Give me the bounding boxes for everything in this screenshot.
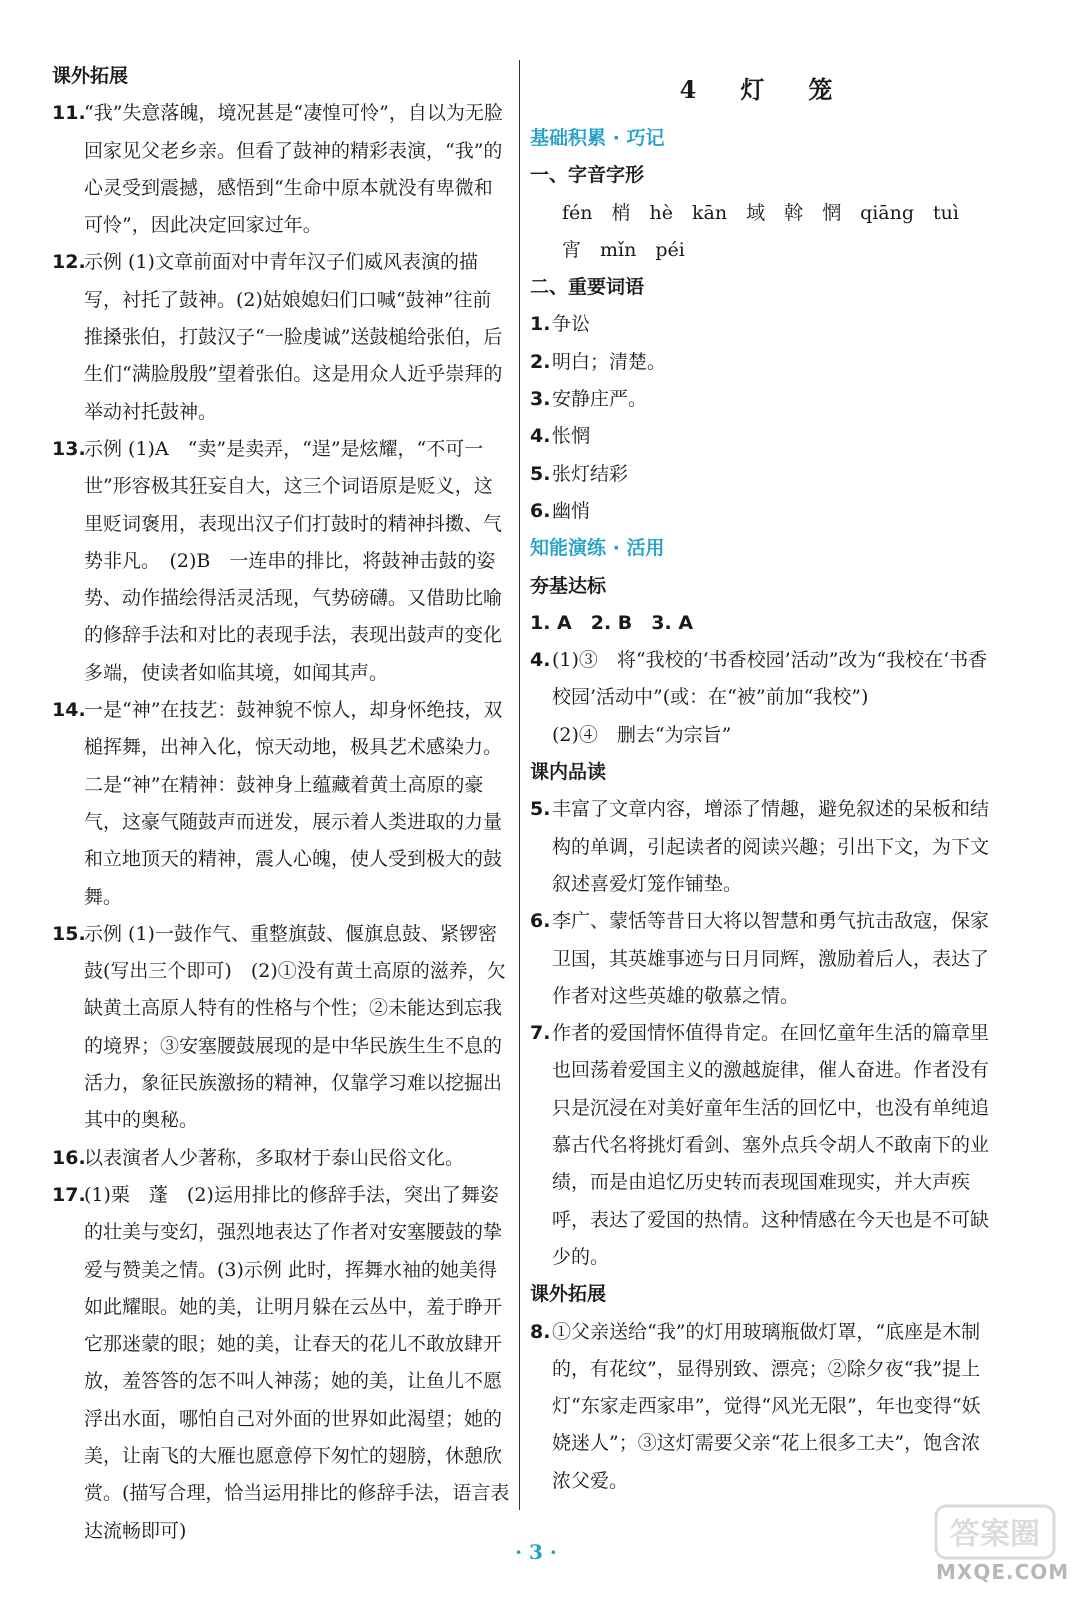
item-text: (1)栗 蓬 (2)运用排比的修辞手法，突出了舞姿的壮美与变幻，强烈地表达了作者对安塞腰鼓的挚爱与赞美之情。(3)示例 此时，挥舞水袖的她美得如此耀眼。她的美，让明月躲在云丛中，羞于睁开它那迷蒙的眼；她的美，让春天的花儿不敢放肆开放，羞答答的怎不叫人神荡；她的美，让鱼儿不愿浮出水面，哪怕自己对外面的世界如此渴望；她的美，让南飞的大雁也愿意停下匆忙的翅膀，休憩欣赏。(描写合理，恰当运用排比的修辞手法，语言表达流畅即可) xyxy=(84,1183,510,1542)
item-number: 14. xyxy=(52,699,86,722)
list-item xyxy=(530,381,992,418)
section-heading: 课外拓展 xyxy=(52,65,129,87)
item-text: 明白；清楚。 xyxy=(552,350,667,373)
list-item xyxy=(530,903,992,1015)
item-number: 1. xyxy=(530,313,551,336)
watermark-logo-text: 答案圈 xyxy=(950,1517,1040,1552)
item-number: 6. xyxy=(530,910,551,933)
right-items xyxy=(530,791,992,1276)
list-item xyxy=(530,306,992,343)
item-number: 8. xyxy=(530,1320,551,1343)
item-text: 丰富了文章内容，增添了情趣，避免叙述的呆板和结构的单调，引起读者的阅读兴趣；引出下文，为下文叙述喜爱灯笼作铺垫。 xyxy=(552,798,990,895)
lesson-title: 4 灯 笼 xyxy=(679,75,843,104)
item-number: 16. xyxy=(52,1146,86,1169)
item-text: 示例 (1)一鼓作气、重整旗鼓、偃旗息鼓、紧锣密鼓(写出三个即可) (2)①没有黄土高原的滋养，欠缺黄土高原人特有的性格与个性；②未能达到忘我的境界；③安塞腰鼓展现的是中华民族生生不息的活力，象征民族激扬的精神，仅靠学习难以挖掘出其中的奥秘。 xyxy=(84,922,506,1132)
vocab-list xyxy=(530,306,992,530)
item-number: 5. xyxy=(530,462,551,485)
banner-basic: 基础积累 · 巧记 xyxy=(530,127,665,149)
item-sub: (2)④ 删去“为宗旨” xyxy=(552,723,732,746)
section-heading: 一、字音字形 xyxy=(530,164,645,187)
item-number: 15. xyxy=(52,922,86,945)
list-item xyxy=(52,692,510,916)
section-heading: 夯基达标 xyxy=(530,574,607,597)
list-item xyxy=(52,244,510,430)
list-item xyxy=(52,95,510,244)
column-divider xyxy=(519,60,520,1510)
item-number: 4. xyxy=(530,425,551,448)
banner-practice: 知能演练 · 活用 xyxy=(530,537,665,560)
phonetics-line: 宵 mǐn péi xyxy=(562,238,685,261)
item-text: 一是“神”在技艺：鼓神貌不惊人，却身怀绝技，双槌挥舞，出神入化，惊天动地，极具艺术感染力。二是“神”在精神：鼓神身上蕴藏着黄土高原的豪气，这豪气随鼓声而迸发，展示着人类进取的力量和立地顶天的精神，震人心魄，使人受到极大的鼓舞。 xyxy=(84,699,503,908)
item-text: 作者的爱国情怀值得肯定。在回忆童年生活的篇章里也回荡着爱国主义的激越旋律，催人奋进。作者没有只是沉浸在对美好童年生活的回忆中，也没有单纯追慕古代名将挑灯看剑、塞外点兵令胡人不敢南下的业绩，而是由追忆历史转而表现国难现实，并大声疾呼，表达了爱国的热情。这种情感在今天也是不可缺少的。 xyxy=(552,1022,990,1268)
item-text: 怅惘 xyxy=(552,425,591,448)
list-item xyxy=(530,1015,992,1276)
item-text: 李广、蒙恬等昔日大将以智慧和勇气抗击敌寇，保家卫国，其英雄事迹与日月同辉，激励着后人，表达了作者对这些英雄的敬慕之情。 xyxy=(552,910,990,1007)
item-text: 争讼 xyxy=(552,313,591,336)
list-item xyxy=(530,456,992,493)
list-item xyxy=(530,418,992,455)
list-item xyxy=(530,344,992,381)
section-heading: 课外拓展 xyxy=(530,1283,607,1306)
item-text: 安静庄严。 xyxy=(552,388,648,411)
item-text: 示例 (1)文章前面对中青年汉子们威风表演的描写，衬托了鼓神。(2)姑娘媳妇们口喊“鼓神”往前推搡张伯，打鼓汉子“一脸虔诚”送鼓槌给张伯，后生们“满脸殷殷”望着张伯。这是用众人近乎崇拜的举动衬托鼓神。 xyxy=(84,251,503,423)
item-text: 以表演者人少著称，多取材于泰山民俗文化。 xyxy=(84,1146,465,1169)
list-item xyxy=(530,493,992,530)
item-text: “我”失意落魄，境况甚是“凄惶可怜”，自以为无脸回家见父老乡亲。但看了鼓神的精彩表演，“我”的心灵受到震撼，感悟到“生命中原本就没有卑微和可怜”，因此决定回家过年。 xyxy=(84,102,503,237)
phonetics-line: fén 梢 hè kān 域 斡 惘 qiāng tuì xyxy=(562,201,959,224)
item-number: 5. xyxy=(530,798,551,821)
right-column xyxy=(530,58,992,1500)
list-item xyxy=(52,916,510,1140)
item-text: 张灯结彩 xyxy=(552,462,629,485)
list-item xyxy=(530,1314,992,1500)
watermark-text: MXQE.COM xyxy=(936,1560,1070,1584)
item-number: 2. xyxy=(530,350,551,373)
section-heading: 二、重要词语 xyxy=(530,276,645,299)
list-item xyxy=(530,642,992,717)
section-heading: 课内品读 xyxy=(530,761,607,784)
item-number: 3. xyxy=(530,388,551,411)
item-number: 13. xyxy=(52,437,86,460)
list-item xyxy=(52,1177,510,1550)
item-text: ①父亲送给“我”的灯用玻璃瓶做灯罩，“底座是木制的，有花纹”，显得别致、漂亮；②除夕夜“我”提上灯“东家走西家串”，觉得“风光无限”，年也变得“妖娆迷人”；③这灯需要父亲“花上很多工夫”，饱含浓浓父爱。 xyxy=(552,1320,981,1492)
left-items xyxy=(52,95,510,1550)
list-item xyxy=(52,1140,510,1177)
item-number: 4. xyxy=(530,649,551,672)
item-number: 12. xyxy=(52,251,86,274)
answers-line: 1. A 2. B 3. A xyxy=(530,611,694,634)
list-item xyxy=(530,791,992,903)
item-text: 幽悄 xyxy=(552,499,591,522)
item-text: (1)③ 将“我校的‘书香校园’活动”改为“我校在‘书香校园’活动中”(或：在“被”前加“我校”) xyxy=(552,649,988,709)
item-text: 示例 (1)A “卖”是卖弄，“逞”是炫耀，“不可一世”形容极其狂妄自大，这三个词语原是贬义，这里贬词褒用，表现出汉子们打鼓时的精神抖擞、气势非凡。 (2)B 一连串的排比，将鼓神击鼓的姿势、动作描绘得活灵活现，气势磅礴。又借助比喻的修辞手法和对比的表现手法，表现出鼓声的变化多端，使读者如临其境，如闻其声。 xyxy=(84,437,503,684)
item-number: 17. xyxy=(52,1183,86,1206)
item-number: 6. xyxy=(530,499,551,522)
item-number: 7. xyxy=(530,1022,551,1045)
item-number: 11. xyxy=(52,102,86,125)
list-item xyxy=(52,431,510,692)
left-column xyxy=(52,58,510,1550)
page-number: · 3 · xyxy=(515,1540,557,1564)
